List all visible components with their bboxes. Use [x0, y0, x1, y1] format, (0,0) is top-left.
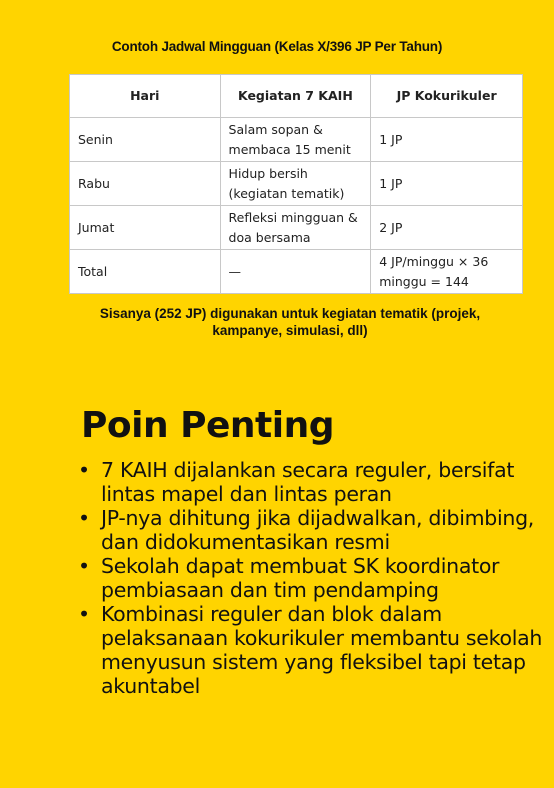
schedule-table: [69, 74, 523, 294]
column-header-activity: Kegiatan 7 KAIH: [220, 75, 371, 118]
table-row: [70, 118, 523, 162]
list-item: [75, 602, 545, 698]
table-cell-day: Rabu: [70, 162, 221, 206]
table-row-total: [70, 250, 523, 294]
table-cell-jp: 4 JP/minggu × 36 minggu = 144: [371, 250, 523, 294]
list-item: [75, 554, 545, 602]
table-cell-jp: 1 JP: [371, 118, 523, 162]
list-item-text: Kombinasi reguler dan blok dalam pelaksanaan kokurikuler membantu sekolah menyusun sistem yang fleksibel tapi tetap akuntabel: [101, 602, 543, 698]
table-cell-activity: —: [220, 250, 371, 294]
list-item-text: JP-nya dihitung jika dijadwalkan, dibimbing, dan didokumentasikan resmi: [101, 506, 535, 554]
table-cell-day: Jumat: [70, 206, 221, 250]
table-cell-jp: 1 JP: [371, 162, 523, 206]
list-item: [75, 458, 545, 506]
list-item: [75, 506, 545, 554]
table-row: [70, 162, 523, 206]
schedule-title: Contoh Jadwal Mingguan (Kelas X/396 JP Per Tahun): [111, 39, 443, 54]
list-item-text: 7 KAIH dijalankan secara reguler, bersifat lintas mapel dan lintas peran: [101, 458, 515, 506]
key-points-list: [75, 458, 545, 698]
table-cell-activity: Salam sopan & membaca 15 menit: [220, 118, 371, 162]
bullet-icon: •: [78, 554, 90, 578]
table-row: [70, 206, 523, 250]
list-item-text: Sekolah dapat membuat SK koordinator pembiasaan dan tim pendamping: [101, 554, 500, 602]
column-header-jp: JP Kokurikuler: [371, 75, 523, 118]
bullet-icon: •: [78, 506, 90, 530]
table-cell-activity: Hidup bersih (kegiatan tematik): [220, 162, 371, 206]
table-cell-activity: Refleksi mingguan & doa bersama: [220, 206, 371, 250]
key-points-heading: Poin Penting: [81, 405, 334, 446]
column-header-day: Hari: [70, 75, 221, 118]
bullet-icon: •: [78, 458, 90, 482]
remaining-jp-note: Sisanya (252 JP) digunakan untuk kegiatan tematik (projek, kampanye, simulasi, dll): [99, 306, 481, 338]
table-cell-day: Total: [70, 250, 221, 294]
table-cell-jp: 2 JP: [371, 206, 523, 250]
table-header-row: [70, 75, 523, 118]
bullet-icon: •: [78, 602, 90, 626]
table-cell-day: Senin: [70, 118, 221, 162]
